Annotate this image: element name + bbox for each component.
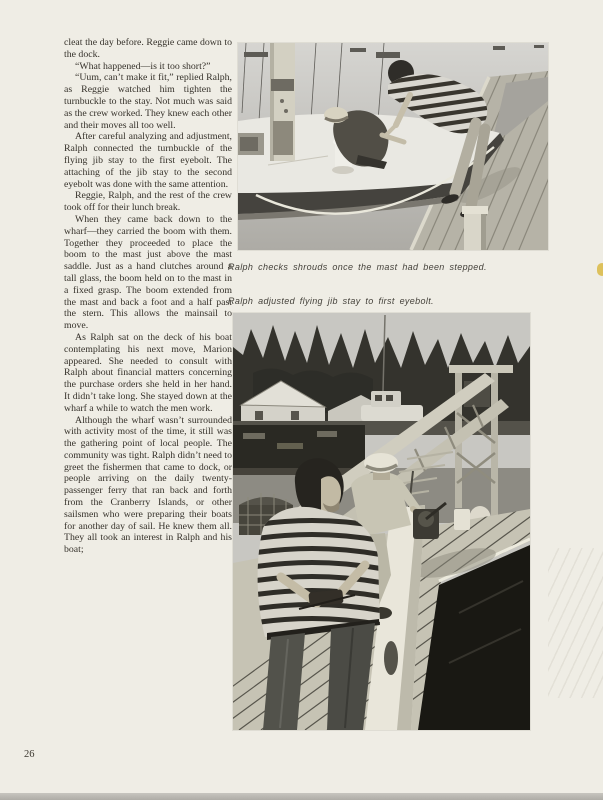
article-paragraph: cleat the day before. Reggie came down to the dock. xyxy=(64,37,232,60)
photo-sailboat-at-dock xyxy=(238,43,548,250)
article-paragraph: “Uum, can’t make it fit,” replied Ralph, as Reggie watched him tighten the turnbuckle to the stay. Not much was said as the crew worked. They knew each other and their moves all too well. xyxy=(64,72,232,131)
article-text-column xyxy=(64,37,232,556)
photo-wharf-workers xyxy=(233,313,530,730)
photo-caption-bottom: Ralph adjusted flying jib stay to first eyebolt. xyxy=(228,296,434,306)
dock-post xyxy=(462,206,488,250)
article-paragraph: When they came back down to the wharf—they carried the boom with them. Together they proceeded to place the boom to the mast just above the mast saddle. Just as a hand clutches around a tall glass, the boom held on to the mast in a fixed grasp. The boom extended from the mast and back a foot and a half past the stern. This allows the mainsail to move. xyxy=(64,213,232,332)
page-number: 26 xyxy=(24,749,35,760)
article-paragraph: Reggie, Ralph, and the rest of the crew took off for their lunch break. xyxy=(64,190,232,214)
article-paragraph: Although the wharf wasn’t surrounded with activity most of the time, it still was the gathering point of local people. The community was tight. Ralph didn’t need to greet the fishermen that came to dock, or people arriving on the daily twenty-passenger ferry that ran back and forth from the Cranberry Islands, or other sailsmen who were preparing their boats for another day of sail. He knew them all. They all took an interest in Ralph and his boat; xyxy=(64,414,232,556)
mast xyxy=(270,43,295,161)
article-paragraph: After careful analyzing and adjustment, Ralph connected the turnbuckle of the flying jib stay to the first eyebolt. The attaching of the jib stay to the second eyebolt was done with the same attention. xyxy=(64,131,232,190)
photo-caption-top: Ralph checks shrouds once the mast had been stepped. xyxy=(228,262,487,272)
article-paragraph: “What happened—is it too short?” xyxy=(75,60,211,72)
page-edge-yellow-mark xyxy=(597,263,603,276)
scan-bottom-edge xyxy=(0,793,603,800)
page-edge-lines xyxy=(548,548,603,698)
photo-wharf-illustration xyxy=(233,313,530,730)
article-paragraph: As Ralph sat on the deck of his boat contemplating his next move, Marion appeared. She needed to consult with Ralph about financial matters concerning the purchase orders she held in her hand. It didn’t take long. She stayed down at the wharf a while to watch the men work. xyxy=(64,331,232,414)
photo-sailboat-illustration xyxy=(238,43,548,250)
